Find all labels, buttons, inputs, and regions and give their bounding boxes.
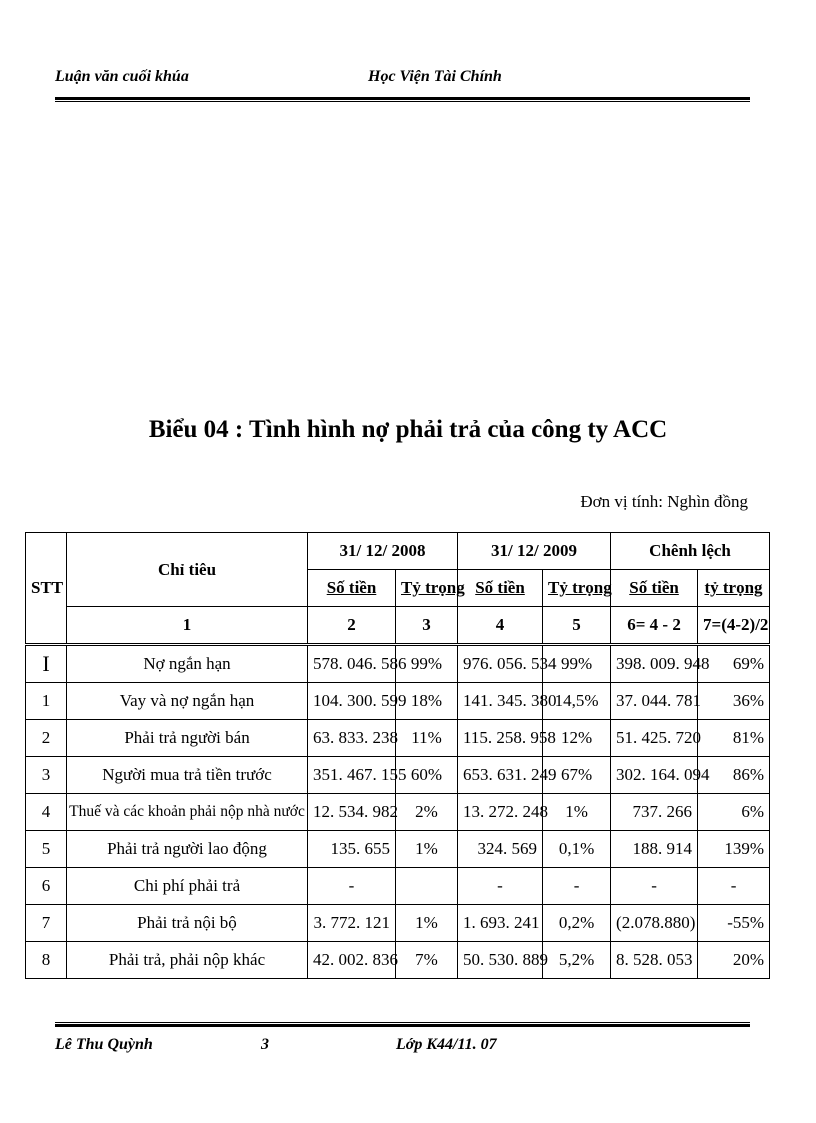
share-diff: 36%: [698, 683, 770, 720]
debt-table-container: [25, 532, 769, 969]
amount-2009: -: [458, 868, 543, 905]
page-footer: [55, 1022, 750, 1062]
amount-2008: 104. 300. 599: [308, 683, 396, 720]
row-stt: 1: [26, 683, 67, 720]
column-index: 4: [458, 607, 543, 645]
amount-2008: 578. 046. 586: [308, 645, 396, 683]
share-diff: -55%: [698, 905, 770, 942]
share-diff: -: [698, 868, 770, 905]
row-indicator: Chi phí phải trả: [67, 868, 308, 905]
period-2008-header: 31/ 12/ 2008: [308, 533, 458, 570]
amount-2009: 115. 258. 958: [458, 720, 543, 757]
table-row: [26, 683, 770, 720]
thesis-label: Luận văn cuối khúa: [55, 68, 189, 85]
column-index: 3: [396, 607, 458, 645]
row-indicator: Phải trả người lao động: [67, 831, 308, 868]
share-2008: 1%: [396, 831, 458, 868]
share-2008: [396, 868, 458, 905]
amount-2009: 653. 631. 249: [458, 757, 543, 794]
debt-table: [25, 532, 770, 979]
share-2008: 60%: [396, 757, 458, 794]
amount-2008: 3. 772. 121: [308, 905, 396, 942]
table-row: [26, 868, 770, 905]
share-2009-header: Tỷ trọng: [543, 570, 611, 607]
share-2009: 5,2%: [543, 942, 611, 979]
header-rule: [55, 97, 750, 102]
amount-2008: 63. 833. 238: [308, 720, 396, 757]
footer-rule: [55, 1022, 750, 1027]
table-row: [26, 720, 770, 757]
row-indicator: Thuế và các khoản phải nộp nhà nước: [67, 794, 308, 831]
share-diff: 6%: [698, 794, 770, 831]
difference-header: Chênh lệch: [611, 533, 770, 570]
row-stt: 2: [26, 720, 67, 757]
row-indicator: Phải trả người bán: [67, 720, 308, 757]
share-2009: 0,1%: [543, 831, 611, 868]
row-indicator: Nợ ngắn hạn: [67, 645, 308, 683]
amount-diff: 51. 425. 720: [611, 720, 698, 757]
page-header: [55, 68, 750, 98]
share-2009: 99%: [543, 645, 611, 683]
stt-header: STT: [26, 533, 67, 645]
share-diff: 139%: [698, 831, 770, 868]
share-2008: 99%: [396, 645, 458, 683]
share-2008: 2%: [396, 794, 458, 831]
column-index: 6= 4 - 2: [611, 607, 698, 645]
unit-note: Đơn vị tính: Nghìn đồng: [580, 492, 748, 511]
row-stt: 7: [26, 905, 67, 942]
institution-label: Học Viện Tài Chính: [368, 68, 502, 85]
row-stt: 4: [26, 794, 67, 831]
column-index: 1: [67, 607, 308, 645]
amount-2008-header: Số tiền: [308, 570, 396, 607]
table-row: [26, 831, 770, 868]
amount-diff: -: [611, 868, 698, 905]
amount-diff: 398. 009. 948: [611, 645, 698, 683]
column-index: 7=(4-2)/2: [698, 607, 770, 645]
amount-2009: 141. 345. 380: [458, 683, 543, 720]
share-2009: 1%: [543, 794, 611, 831]
amount-2008: 42. 002. 836: [308, 942, 396, 979]
indicator-header: Chỉ tiêu: [67, 533, 308, 607]
share-2008: 1%: [396, 905, 458, 942]
share-diff: 20%: [698, 942, 770, 979]
share-2009: 67%: [543, 757, 611, 794]
column-index: 5: [543, 607, 611, 645]
period-2009-header: 31/ 12/ 2009: [458, 533, 611, 570]
share-2009: -: [543, 868, 611, 905]
column-index: 2: [308, 607, 396, 645]
row-indicator: Vay và nợ ngắn hạn: [67, 683, 308, 720]
amount-2009: 324. 569: [458, 831, 543, 868]
share-2008-header: Tỷ trọng: [396, 570, 458, 607]
row-indicator: Người mua trả tiền trước: [67, 757, 308, 794]
class-label: Lớp K44/11. 07: [396, 1036, 497, 1053]
amount-diff: 302. 164. 094: [611, 757, 698, 794]
share-2008: 7%: [396, 942, 458, 979]
table-row: [26, 794, 770, 831]
amount-2008: 135. 655: [308, 831, 396, 868]
share-2008: 11%: [396, 720, 458, 757]
row-stt: 5: [26, 831, 67, 868]
document-title: Biểu 04 : Tình hình nợ phải trả của công ty ACC: [148, 416, 668, 443]
amount-diff: 188. 914: [611, 831, 698, 868]
row-stt: I: [26, 645, 67, 683]
amount-2008: 351. 467. 155: [308, 757, 396, 794]
amount-diff: 37. 044. 781: [611, 683, 698, 720]
amount-2008: -: [308, 868, 396, 905]
table-row: [26, 645, 770, 683]
row-indicator: Phải trả, phải nộp khác: [67, 942, 308, 979]
share-diff-header: tỷ trọng: [698, 570, 770, 607]
row-stt: 6: [26, 868, 67, 905]
share-diff: 81%: [698, 720, 770, 757]
amount-diff-header: Số tiền: [611, 570, 698, 607]
amount-2009: 13. 272. 248: [458, 794, 543, 831]
amount-2009: 50. 530. 889: [458, 942, 543, 979]
amount-diff: 737. 266: [611, 794, 698, 831]
share-2009: 14,5%: [543, 683, 611, 720]
share-2009: 12%: [543, 720, 611, 757]
amount-2009-header: Số tiền: [458, 570, 543, 607]
amount-2009: 976. 056. 534: [458, 645, 543, 683]
page-number: 3: [261, 1036, 269, 1053]
table-row: [26, 757, 770, 794]
author-name: Lê Thu Quỳnh: [55, 1036, 153, 1053]
amount-diff: 8. 528. 053: [611, 942, 698, 979]
table-row: [26, 942, 770, 979]
share-2009: 0,2%: [543, 905, 611, 942]
row-stt: 3: [26, 757, 67, 794]
row-stt: 8: [26, 942, 67, 979]
table-row: [26, 905, 770, 942]
share-2008: 18%: [396, 683, 458, 720]
row-indicator: Phải trả nội bộ: [67, 905, 308, 942]
amount-diff: (2.078.880): [611, 905, 698, 942]
amount-2009: 1. 693. 241: [458, 905, 543, 942]
amount-2008: 12. 534. 982: [308, 794, 396, 831]
share-diff: 86%: [698, 757, 770, 794]
share-diff: 69%: [698, 645, 770, 683]
